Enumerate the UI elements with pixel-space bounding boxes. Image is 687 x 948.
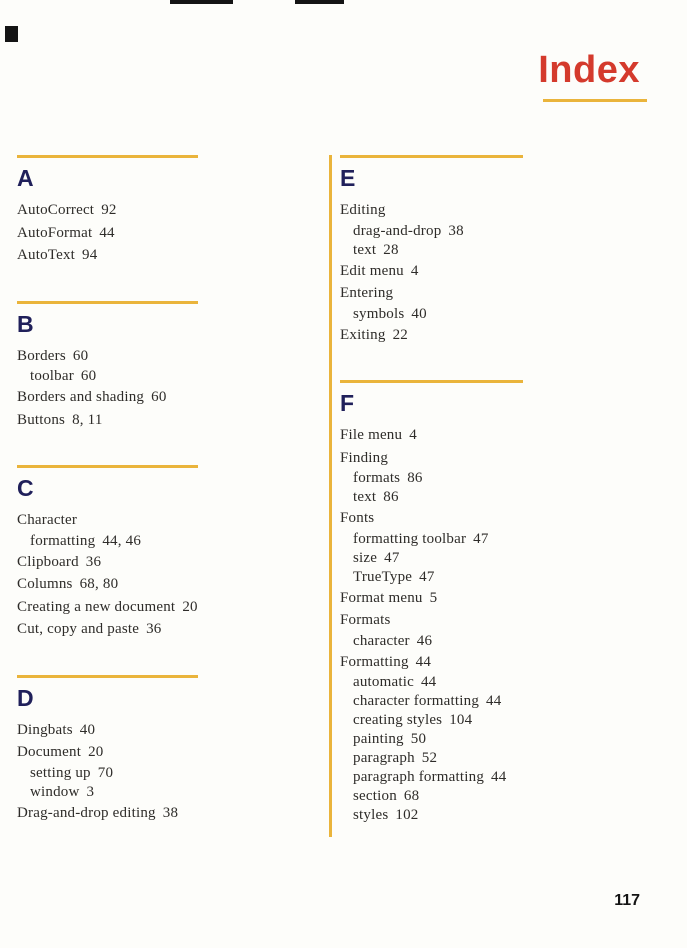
- entry-label: character: [353, 632, 410, 649]
- index-entry: [340, 587, 675, 610]
- scan-artifact: [170, 0, 233, 4]
- index-entry: [340, 424, 675, 447]
- entry-pages: 22: [392, 326, 408, 343]
- entry-pages: 47: [473, 530, 489, 547]
- entry-label: Cut, copy and paste: [17, 621, 140, 637]
- entry-pages: 44: [486, 693, 502, 709]
- index-entry: [17, 551, 322, 574]
- entry-pages: 8, 11: [72, 411, 103, 428]
- index-entry: [340, 199, 675, 222]
- entry-pages: 60: [151, 389, 167, 405]
- entry-label: paragraph: [353, 750, 415, 766]
- index-entry: [17, 386, 322, 409]
- entry-pages: 44: [491, 769, 507, 785]
- index-entry: [340, 632, 675, 651]
- section-rule: [340, 380, 523, 383]
- entry-label: toolbar: [30, 368, 74, 384]
- entry-label: automatic: [353, 674, 414, 690]
- entry-label: AutoFormat: [17, 224, 93, 241]
- index-entry: [17, 509, 322, 532]
- entry-label: formatting toolbar: [353, 530, 467, 547]
- index-entry: [340, 806, 675, 825]
- section-letter: A: [17, 165, 34, 191]
- entry-label: Formats: [340, 612, 391, 628]
- section-entries: [17, 345, 322, 432]
- entry-label: Fonts: [340, 510, 375, 526]
- entry-pages: 20: [182, 598, 198, 615]
- index-entry: [340, 609, 675, 632]
- entry-pages: 92: [101, 202, 117, 218]
- index-entry: [17, 802, 322, 825]
- index-column-right: [340, 155, 675, 825]
- entry-label: Drag-and-drop editing: [17, 804, 156, 821]
- entry-label: setting up: [30, 764, 91, 781]
- entry-pages: 40: [79, 721, 96, 738]
- index-entry: [340, 447, 675, 470]
- entry-label: Formatting: [340, 653, 409, 670]
- entry-label: Character: [17, 512, 78, 528]
- section-letter: C: [17, 475, 34, 501]
- entry-label: Exiting: [340, 326, 386, 343]
- index-section-b: [17, 301, 322, 432]
- entry-pages: 86: [383, 489, 399, 505]
- section-letter: D: [17, 684, 34, 711]
- index-section-c: [17, 465, 322, 641]
- entry-pages: 5: [429, 589, 438, 606]
- entry-pages: 38: [162, 804, 179, 821]
- entry-label: styles: [353, 807, 389, 823]
- page-number: 117: [614, 892, 640, 909]
- index-entry: [17, 345, 322, 368]
- entry-label: TrueType: [353, 568, 413, 585]
- entry-label: text: [353, 241, 377, 258]
- entry-pages: 46: [416, 632, 433, 649]
- entry-label: formatting: [30, 532, 96, 549]
- index-entry: [340, 787, 675, 806]
- scan-artifact: [295, 0, 344, 4]
- entry-pages: 104: [449, 712, 473, 728]
- entry-pages: 47: [419, 568, 435, 585]
- index-entry: [17, 199, 322, 222]
- index-entry: [340, 260, 675, 283]
- index-entry: [17, 367, 322, 386]
- entry-label: formats: [353, 470, 401, 486]
- entry-label: size: [353, 549, 378, 566]
- entry-pages: 52: [421, 750, 438, 766]
- entry-label: Columns: [17, 576, 73, 592]
- index-entry: [340, 222, 675, 241]
- index-entry: [340, 488, 675, 507]
- entry-label: Dingbats: [17, 721, 73, 738]
- entry-pages: 4: [409, 427, 417, 443]
- section-entries: [340, 424, 675, 825]
- entry-pages: 28: [383, 241, 399, 258]
- entry-label: character formatting: [353, 693, 480, 709]
- entry-label: Borders: [17, 347, 66, 364]
- entry-pages: 4: [410, 262, 419, 279]
- section-letter: F: [340, 390, 355, 416]
- entry-pages: 70: [97, 764, 114, 781]
- entry-pages: 36: [85, 553, 102, 570]
- index-entry: [340, 530, 675, 549]
- entry-pages: 47: [384, 549, 400, 566]
- entry-pages: 38: [448, 222, 464, 239]
- entry-label: paragraph formatting: [353, 769, 485, 785]
- index-entry: [340, 730, 675, 749]
- index-entry: [340, 305, 675, 324]
- entry-label: section: [353, 788, 397, 804]
- entry-pages: 68: [403, 788, 420, 804]
- section-letter: B: [17, 310, 34, 337]
- index-entry: [17, 719, 322, 742]
- entry-pages: 44: [99, 224, 115, 241]
- index-entry: [340, 324, 675, 347]
- column-divider: [329, 155, 332, 837]
- index-entry: [17, 573, 322, 596]
- entry-pages: 3: [86, 783, 95, 800]
- entry-pages: 68, 80: [79, 576, 119, 592]
- index-entry: [340, 507, 675, 530]
- entry-label: drag-and-drop: [353, 222, 442, 239]
- section-rule: [17, 465, 198, 468]
- entry-label: Finding: [340, 449, 389, 466]
- entry-pages: 36: [146, 621, 162, 637]
- entry-label: Entering: [340, 285, 394, 301]
- index-entry: [340, 651, 675, 674]
- index-entry: [17, 783, 322, 802]
- scan-artifact: [5, 26, 18, 42]
- entry-label: AutoText: [17, 247, 76, 263]
- section-rule: [17, 675, 198, 678]
- entry-label: Editing: [340, 202, 386, 218]
- index-entry: [17, 741, 322, 764]
- entry-pages: 60: [72, 347, 89, 364]
- index-column-left: [17, 155, 322, 824]
- entry-pages: 44, 46: [102, 532, 142, 549]
- entry-label: Edit menu: [340, 262, 404, 279]
- section-entries: [17, 719, 322, 825]
- index-entry: [17, 409, 322, 432]
- entry-label: creating styles: [353, 712, 443, 728]
- index-section-d: [17, 675, 322, 825]
- entry-pages: 44: [415, 653, 432, 670]
- index-entry: [17, 618, 322, 641]
- index-entry: [340, 241, 675, 260]
- index-entry: [340, 469, 675, 488]
- section-letter: E: [340, 165, 356, 191]
- index-entry: [340, 673, 675, 692]
- index-entry: [17, 222, 322, 245]
- entry-label: painting: [353, 731, 404, 747]
- entry-pages: 44: [420, 674, 437, 690]
- index-entry: [340, 568, 675, 587]
- entry-label: Creating a new document: [17, 598, 176, 615]
- index-entry: [17, 764, 322, 783]
- entry-pages: 20: [88, 744, 104, 760]
- index-entry: [17, 244, 322, 267]
- section-entries: [340, 199, 675, 346]
- entry-label: File menu: [340, 427, 403, 443]
- section-entries: [17, 199, 322, 267]
- index-entry: [340, 749, 675, 768]
- entry-label: Borders and shading: [17, 389, 145, 405]
- entry-label: text: [353, 489, 377, 505]
- index-entry: [17, 532, 322, 551]
- index-entry: [340, 692, 675, 711]
- index-section-a: [17, 155, 322, 267]
- section-rule: [340, 155, 523, 158]
- section-entries: [17, 509, 322, 641]
- entry-label: AutoCorrect: [17, 202, 95, 218]
- index-entry: [340, 711, 675, 730]
- index-entry: [340, 768, 675, 787]
- index-section-e: [340, 155, 675, 346]
- entry-label: window: [30, 783, 80, 800]
- section-rule: [17, 155, 198, 158]
- entry-pages: 102: [395, 807, 419, 823]
- index-entry: [340, 549, 675, 568]
- entry-label: Clipboard: [17, 553, 79, 570]
- page-title: Index: [538, 49, 640, 91]
- entry-pages: 94: [82, 247, 98, 263]
- entry-label: Format menu: [340, 589, 423, 606]
- entry-label: Document: [17, 744, 82, 760]
- title-underline: [543, 99, 647, 102]
- entry-pages: 86: [407, 470, 423, 486]
- entry-pages: 50: [410, 731, 427, 747]
- index-entry: [340, 282, 675, 305]
- entry-label: symbols: [353, 305, 405, 322]
- entry-label: Buttons: [17, 411, 66, 428]
- entry-pages: 40: [411, 305, 427, 322]
- index-entry: [17, 596, 322, 619]
- index-section-f: [340, 380, 675, 825]
- entry-pages: 60: [80, 368, 97, 384]
- section-rule: [17, 301, 198, 304]
